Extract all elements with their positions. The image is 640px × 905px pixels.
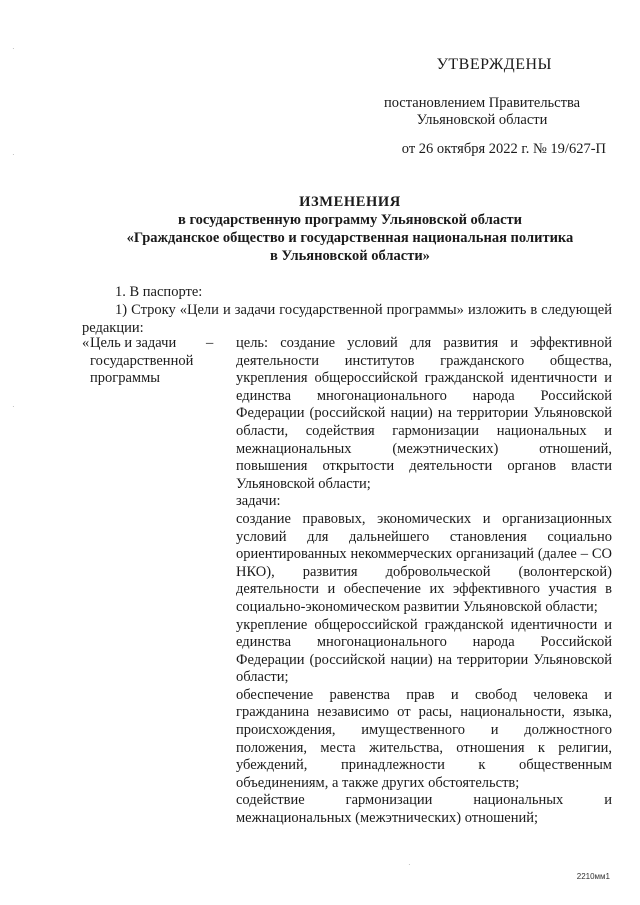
row-label-line: Цель и задачи — [90, 335, 177, 351]
document-title — [80, 193, 620, 265]
row-content-cell — [236, 335, 612, 828]
row-label-line: государственной — [90, 352, 194, 369]
task-item: содействие гармонизации национальных и межнациональных (межэтнических) отношений; — [236, 792, 612, 827]
section-item: 1. В паспорте: — [115, 284, 203, 300]
scan-mark: · — [12, 44, 15, 53]
decree-date: от 26 октября 2022 г. № 19/627-П — [401, 141, 606, 157]
task-item: обеспечение равенства прав и свобод человека и гражданина независимо от расы, национальности, языка, происхождения, имущественного и должностного положения, места жительства, отношения к религии, убеждений, принадлежности к общественным объединениям, а также других обстоятельств; — [236, 686, 612, 791]
title-line: в государственную программу Ульяновской области — [177, 212, 522, 228]
task-item: укрепление общероссийской гражданской идентичности и единства многонационального народа Российской Федерации (российской нации) на территории Ульяновской области; — [236, 616, 612, 686]
scan-mark: · — [12, 150, 15, 159]
decree-line: постановлением Правительства — [383, 95, 581, 111]
decree-line: Ульяновской области — [416, 112, 548, 128]
title-line: ИЗМЕНЕНИЯ — [299, 194, 401, 210]
body-text — [82, 283, 612, 337]
approval-heading: УТВЕРЖДЕНЫ — [436, 56, 552, 73]
title-line: «Гражданское общество и государственная национальная политика — [126, 230, 574, 246]
task-item: создание правовых, экономических и организационных условий для дальнейшего становления социально ориентированных некоммерческих организаций (далее – СО НКО), развития добровольческой (волонтерской) деятельности и обеспечение их эффективного участия в социально-экономическом развитии Ульяновской области; — [236, 510, 612, 615]
goal-text: цель: создание условий для развития и эффективной деятельности институтов гражданского общества, укрепления общероссийской гражданской идентичности и единства многонационального народа Российской Федерации (российской нации) на территории Ульяновской области, содействия гармонизации национальных и межнациональных (межэтнических) отношений, повышения открытости деятельности органов власти Ульяновской области; — [236, 335, 612, 492]
title-line: в Ульяновской области» — [270, 248, 430, 264]
open-quote: « — [82, 335, 90, 351]
scan-mark: · — [408, 860, 411, 869]
row-label-line: программы — [90, 370, 160, 387]
document-code: 2210мм1 — [576, 872, 610, 881]
subsection-item: 1) Строку «Цели и задачи государственной программы» изложить в следующей редакции: — [82, 302, 612, 336]
dash-separator: – — [206, 335, 214, 351]
scan-mark: · — [12, 402, 15, 411]
tasks-label: задачи: — [236, 493, 281, 510]
row-label-cell — [82, 335, 222, 388]
decree-reference — [362, 95, 602, 129]
